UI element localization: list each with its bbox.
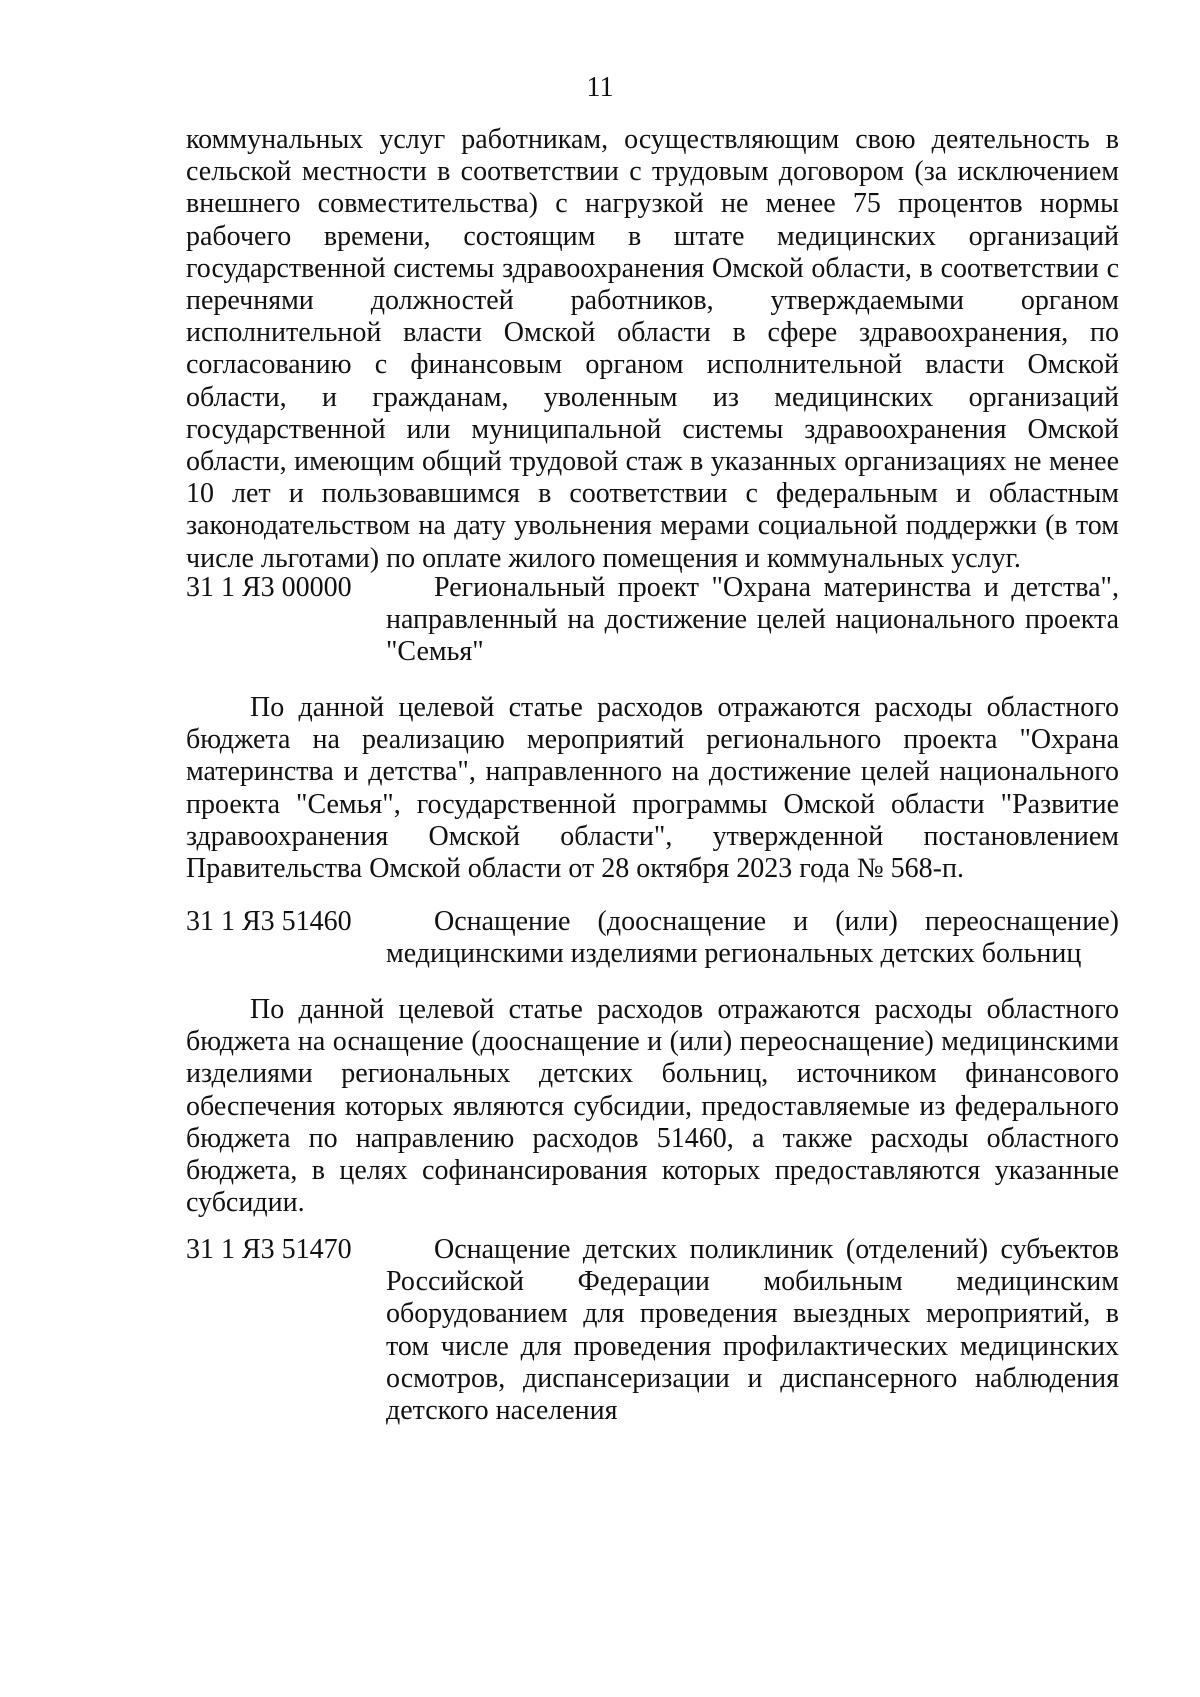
intro-paragraph: коммунальных услуг работникам, осуществляющим свою деятельность в сельской местности в соответствии с трудовым договором (за исключением внешнего совместительства) с нагрузкой не менее 75 процентов нормы рабочего времени, состоящим в штате медицинских организаций государственной системы здравоохранения Омской области, в соответствии с перечнями должностей работников, утверждаемыми органом исполнительной власти Омской области в сфере здравоохранения, по согласованию с финансовым органом исполнительной власти Омской области, и гражданам, уволенным из медицинских организаций государственной или муниципальной системы здравоохранения Омской области, имеющим общий трудовой стаж в указанных организациях не менее 10 лет и пользовавшимся в соответствии с федеральным и областным законодательством на дату увольнения мерами социальной поддержки (в том числе льготами) по оплате жилого помещения и коммунальных услуг. bbox=[186, 124, 1119, 574]
budget-entry-3 bbox=[186, 1234, 1119, 1427]
entry-description: По данной целевой статье расходов отражаются расходы областного бюджета на реализацию мероприятий регионального проекта "Охрана материнства и детства", направленного на достижение целей национального проекта "Семья", государственной программы Омской области "Развитие здравоохранения Омской области", утвержденной постановлением Правительства Омской области от 28 октября 2023 года № 568-п. bbox=[186, 692, 1119, 885]
entry-title: Региональный проект "Охрана материнства и детства", направленный на достижение целей национального проекта "Семья" bbox=[386, 572, 1119, 668]
page-number: 11 bbox=[586, 72, 614, 103]
budget-code: 31 1 Я3 00000 bbox=[186, 572, 352, 603]
budget-entry-2 bbox=[186, 906, 1119, 970]
budget-code: 31 1 Я3 51460 bbox=[186, 906, 352, 937]
budget-entry-1 bbox=[186, 572, 1119, 669]
budget-code: 31 1 Я3 51470 bbox=[186, 1234, 352, 1265]
entry-description: По данной целевой статье расходов отражаются расходы областного бюджета на оснащение (дооснащение и (или) переоснащение) медицинскими изделиями региональных детских больниц, источником финансового обеспечения которых являются субсидии, предоставляемые из федерального бюджета по направлению расходов 51460, а также расходы областного бюджета, в целях софинансирования которых предоставляются указанные субсидии. bbox=[186, 994, 1119, 1219]
entry-title: Оснащение (дооснащение и (или) переоснащение) медицинскими изделиями региональных детских больниц bbox=[386, 906, 1119, 970]
entry-title: Оснащение детских поликлиник (отделений) субъектов Российской Федерации мобильным медицинским оборудованием для проведения выездных мероприятий, в том числе для проведения профилактических медицинских осмотров, диспансеризации и диспансерного наблюдения детского населения bbox=[386, 1234, 1119, 1427]
